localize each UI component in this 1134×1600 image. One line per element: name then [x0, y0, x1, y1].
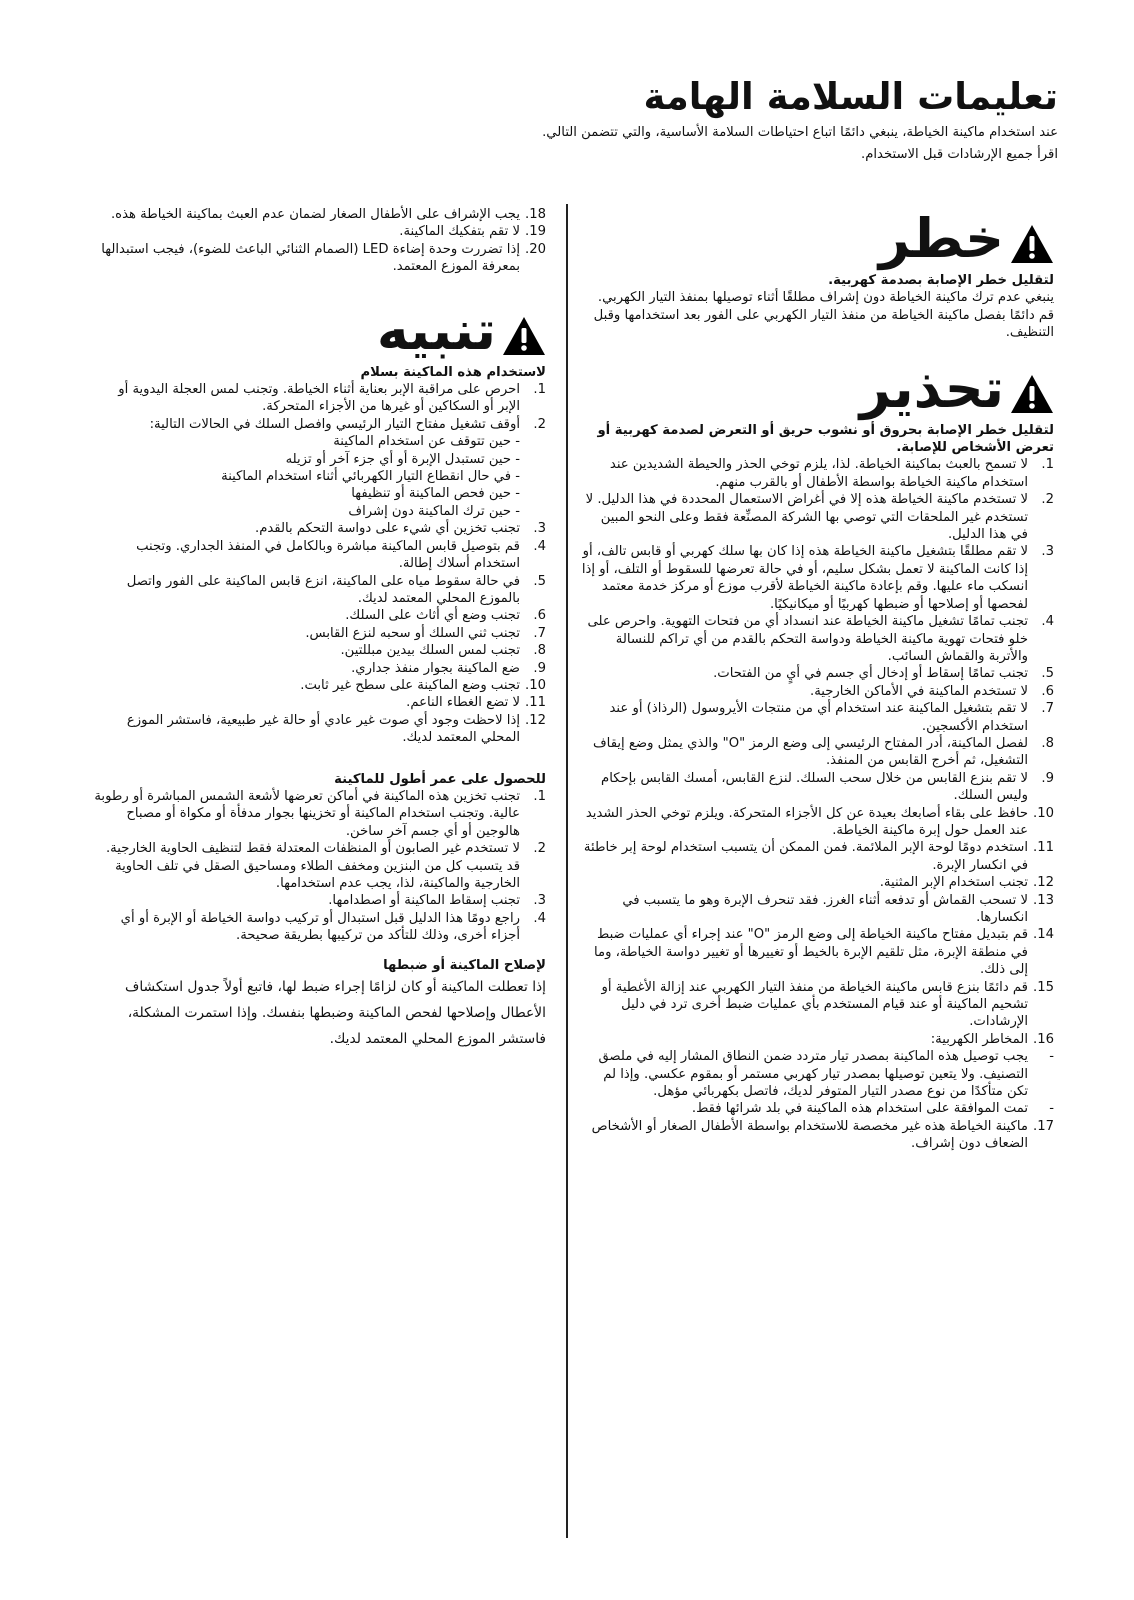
list-item — [92, 642, 546, 659]
caution-list — [92, 381, 546, 747]
warning-triangle-icon — [1010, 374, 1054, 414]
item-number: 17. — [1033, 1118, 1054, 1134]
repair-text: إذا تعطلت الماكينة أو كان لزامًا إجراء ضبط لها، فاتبع أولاً جدول استكشاف الأعطال وإصلاحها لفحص الماكينة وضبطها بنفسك. وإذا استمرت المشكلة، فاستشر الموزع المحلي المعتمد لديك. — [125, 979, 546, 1048]
item-text: راجع دومًا هذا الدليل قبل استبدال أو تركيب دواسة الخياطة أو الإبرة أو أي أجزاء أخرى، وذلك للتأكد من تركيبها بطريقة صحيحة. — [120, 910, 520, 944]
list-item — [92, 694, 546, 711]
item-number: 1. — [533, 788, 546, 804]
caution-header — [92, 298, 546, 364]
item-text: يجب الإشراف على الأطفال الصغار لضمان عدم العبث بماكينة الخياطة هذه. — [110, 207, 520, 222]
item-number: 5. — [533, 573, 546, 589]
list-item — [92, 712, 546, 747]
item-number: 9. — [1041, 770, 1054, 786]
item-number: 2. — [1041, 492, 1054, 508]
item-text: قم بتوصيل قابس الماكينة مباشرة وبالكامل في المنفذ الجداري. وتجنب استخدام أسلاك إطالة. — [136, 538, 520, 572]
item-text: إذا تضررت وحدة إضاءة LED (الصمام الثنائي الباعث للضوء)، فيجب استبدالها بمعرفة الموزع المعتمد. — [101, 241, 520, 275]
item-text: - حين فحص الماكينة أو تنظيفها — [351, 486, 520, 502]
item-text: تجنب وضع الماكينة على سطح غير ثابت. — [300, 677, 520, 693]
item-text: لا تستخدم غير الصابون أو المنظفات المعتدلة فقط لتنظيف الحاوية الخارجية. قد يتسبب كل من البنزين ومخفف الطلاء ومساحيق الصقل في تلف الحاوية الخارجية والماكينة، لذا، يجب عدم استخدامها. — [105, 841, 520, 891]
item-text: قم بتبديل مفتاح ماكينة الخياطة إلى وضع الرمز "O" عند إجراء أي عمليات ضبط في منطقة الإبرة، مثل تلقيم الإبرة بالخيط أو تغييرها أو تغيير دواسة الخياطة، وما إلى ذلك. — [593, 927, 1028, 978]
intro-line-2: اقرأ جميع الإرشادات قبل الاستخدام. — [861, 147, 1058, 162]
list-item — [92, 892, 546, 909]
list-item — [92, 433, 546, 450]
list-item — [580, 543, 1054, 613]
item-text: إذا لاحظت وجود أي صوت غير عادي أو حالة غير طبيعية، فاستشر الموزع المحلي المعتمد لديك. — [126, 712, 520, 746]
list-item — [580, 926, 1054, 978]
list-item — [580, 1031, 1054, 1048]
item-number: 3. — [533, 893, 546, 909]
item-number: 4. — [533, 910, 546, 926]
item-number: 7. — [1041, 701, 1054, 717]
item-text: تجنب لمس السلك بيدين مبللتين. — [340, 643, 520, 659]
item-text: لا تضع الغطاء الناعم. — [406, 695, 520, 711]
danger-header — [580, 206, 1054, 272]
item-text: تجنب تمامًا إسقاط أو إدخال أي جسم في أيٍ من الفتحات. — [713, 666, 1028, 682]
list-item — [92, 520, 546, 537]
right-column — [580, 204, 1054, 1153]
item-number: 8. — [1041, 735, 1054, 751]
list-item — [580, 1048, 1054, 1100]
list-item — [92, 381, 546, 416]
item-number: 14. — [1033, 927, 1054, 943]
list-item — [92, 840, 546, 892]
list-item — [92, 677, 546, 694]
item-number: 6. — [533, 608, 546, 624]
list-item — [92, 625, 546, 642]
item-number: 1. — [533, 382, 546, 398]
danger-word: خطر — [878, 207, 1004, 270]
longevity-heading: للحصول على عمر أطول للماكينة — [334, 771, 546, 787]
item-number: 7. — [533, 625, 546, 641]
item-number: 19. — [525, 224, 546, 240]
page-header — [68, 72, 1058, 166]
item-number: 15. — [1033, 979, 1054, 995]
spacer — [92, 747, 546, 771]
list-item — [92, 660, 546, 677]
list-item — [580, 892, 1054, 927]
item-number: 10. — [1033, 805, 1054, 821]
spacer — [92, 945, 546, 957]
warning-header — [580, 356, 1054, 422]
list-item — [580, 1100, 1054, 1117]
warning-triangle-icon — [502, 316, 546, 356]
item-text: لا تسمح بالعبث بماكينة الخياطة. لذا، يلزم توخي الحذر والحيطة الشديدين عند استخدام ماكينة الخياطة بواسطة الأطفال أو بالقرب منهم. — [609, 457, 1028, 490]
continued-warning-list — [92, 206, 546, 276]
item-text: المخاطر الكهربية: — [930, 1031, 1028, 1047]
item-number: 2. — [533, 416, 546, 432]
warning-list — [580, 456, 1054, 1152]
column-divider — [566, 204, 568, 1538]
intro-line-1: عند استخدام ماكينة الخياطة، ينبغي دائمًا اتباع احتياطات السلامة الأساسية، والتي تتضمن التالي. — [542, 125, 1058, 140]
item-number: 20. — [525, 241, 546, 257]
item-text: حافظ على بقاء أصابعك بعيدة عن كل الأجزاء المتحركة. ويلزم توخي الحذر الشديد عند العمل حول إبرة ماكينة الخياطة. — [585, 805, 1028, 838]
item-text: لا تقم بتشغيل الماكينة عند استخدام أي من منتجات الأيروسول (الرذاذ) أو عند استخدام الأكسجين. — [609, 701, 1028, 734]
item-number: 8. — [533, 643, 546, 659]
caution-subheading: لاستخدام هذه الماكينة بسلام — [360, 364, 546, 380]
item-text: لفصل الماكينة، أدر المفتاح الرئيسي إلى وضع الرمز "O" والذي يمثل وضع إيقاف التشغيل، ثم أخرج القابس من المنفذ. — [593, 735, 1028, 769]
item-number: 5. — [1041, 666, 1054, 682]
item-text: - حين تستبدل الإبرة أو أي جزء آخر أو تزيله — [285, 451, 520, 467]
list-item — [92, 573, 546, 608]
danger-subheading: لتقليل خطر الإصابة بصدمة كهربية. — [828, 273, 1054, 288]
item-text: تمت الموافقة على استخدام هذه الماكينة في بلد شرائها فقط. — [691, 1101, 1028, 1117]
item-text: تجنب تمامًا تشغيل ماكينة الخياطة عند انسداد أي من فتحات التهوية. واحرص على خلو فتحات تهوية ماكينة الخياطة ودواسة التحكم بالقدم من أي تراكم للنسالة والأتربة والقماش السائب. — [587, 614, 1028, 664]
item-text: تجنب استخدام الإبر المثنية. — [879, 875, 1028, 891]
item-number: 4. — [533, 538, 546, 554]
list-item — [580, 683, 1054, 700]
item-text: لا تقم بنزع القابس من خلال سحب السلك. لنزع القابس، أمسك القابس بإحكام وليس السلك. — [601, 770, 1028, 804]
item-number: 16. — [1033, 1031, 1054, 1047]
list-item — [580, 491, 1054, 543]
list-item — [92, 607, 546, 624]
item-number: - — [1049, 1101, 1054, 1117]
item-number: 18. — [525, 207, 546, 222]
item-text: ضع الماكينة بجوار منفذ جداري. — [351, 660, 520, 676]
caution-word: تنبيه — [376, 298, 496, 362]
list-item — [92, 206, 546, 223]
item-text: لا تستخدم الماكينة في الأماكن الخارجية. — [810, 683, 1028, 699]
list-item — [580, 979, 1054, 1031]
list-item — [92, 451, 546, 468]
item-text: لا تقم بتفكيك الماكينة. — [399, 224, 520, 240]
list-item — [580, 770, 1054, 805]
list-item — [92, 538, 546, 573]
item-text: - في حال انقطاع التيار الكهربائي أثناء استخدام الماكينة — [221, 469, 520, 485]
item-text: تجنب إسقاط الماكينة أو اصطدامها. — [328, 893, 520, 909]
item-text: أوقف تشغيل مفتاح التيار الرئيسي وافصل السلك في الحالات التالية: — [149, 416, 520, 432]
item-number: 10. — [525, 677, 546, 693]
item-text: استخدم دومًا لوحة الإبر الملائمة. فمن الممكن أن يتسبب استخدام لوحة إبر خاطئة في انكسار الإبرة. — [583, 840, 1028, 873]
item-number: 4. — [1041, 614, 1054, 630]
page-title: تعليمات السلامة الهامة — [643, 75, 1058, 118]
item-number: 3. — [1041, 544, 1054, 560]
list-item — [580, 700, 1054, 735]
repair-heading: لإصلاح الماكينة أو ضبطها — [383, 957, 546, 973]
list-item — [580, 805, 1054, 840]
item-number: 11. — [525, 695, 546, 711]
item-text: تجنب تخزين أي شيء على دواسة التحكم بالقدم. — [255, 521, 520, 537]
item-text: قم دائمًا بنزع قابس ماكينة الخياطة من منفذ التيار الكهربي عند إزالة الأغطية أو تشحيم الماكينة أو عند قيام المستخدم بأي عمليات ضبط أخرى ترد في دليل الإرشادات. — [601, 979, 1028, 1030]
item-text: احرص على مراقبة الإبر بعناية أثناء الخياطة. وتجنب لمس العجلة اليدوية أو الإبر أو السكاكين أو غيرها من الأجزاء المتحركة. — [118, 382, 520, 415]
longevity-list — [92, 788, 546, 945]
danger-text: ينبغي عدم ترك ماكينة الخياطة دون إشراف مطلقًا أثناء توصيلها بمنفذ التيار الكهربي. قم دائمًا بفصل ماكينة الخياطة من منفذ التيار الكهربي على الفور بعد استخدامها وقبل التنظيف. — [593, 290, 1054, 341]
item-text: يجب توصيل هذه الماكينة بمصدر تيار متردد ضمن النطاق المشار إليه في ملصق التصنيف. ولا يتعين توصيلها بمصدر تيار كهربي مستمر أو بمقوم عكسي. وإذا لم تكن متأكدًا من نوع مصدر التيار المتوفر لديك، فاتصل بكهربائي مؤهل. — [598, 1049, 1028, 1100]
item-text: لا تسحب القماش أو تدفعه أثناء الغرز. فقد تنحرف الإبرة وهو ما يتسبب في انكسارها. — [622, 892, 1028, 925]
item-number: 12. — [525, 712, 546, 728]
list-item — [92, 503, 546, 520]
list-item — [92, 788, 546, 840]
list-item — [92, 416, 546, 433]
left-column — [92, 206, 546, 1052]
warning-triangle-icon — [1010, 224, 1054, 264]
item-number: 12. — [1033, 875, 1054, 891]
item-text: تجنب تخزين هذه الماكينة في أماكن تعرضها لأشعة الشمس المباشرة أو رطوبة عالية. وتجنب استخدام الماكينة أو تخزينها بجوار مدفأة أو مكواة أو مصباح هالوجين أو أي جسم آخر ساخن. — [94, 788, 520, 839]
item-text: لا تقم مطلقًا بتشغيل ماكينة الخياطة هذه إذا كان بها سلك كهربي أو قابس تالف، أو إذا كانت الماكينة لا تعمل بشكل سليم، أو في حالة تعرضها للسقوط أو التلف، أو إذا انسكب ماء عليها. وقم بإعادة ماكينة الخياطة لأقرب موزع أو مركز خدمة معتمد لفحصها أو إصلاحها أو ضبطها كهربيًا أو ميكانيكيًا. — [581, 544, 1028, 612]
item-text: تجنب وضع أي أثاث على السلك. — [345, 608, 520, 624]
item-text: - حين تتوقف عن استخدام الماكينة — [333, 434, 520, 450]
list-item — [580, 456, 1054, 491]
item-number: - — [1049, 1049, 1054, 1065]
item-text: ماكينة الخياطة هذه غير مخصصة للاستخدام بواسطة الأطفال الصغار أو الأشخاص الضعاف دون إشراف. — [591, 1118, 1028, 1152]
item-number: 6. — [1041, 683, 1054, 699]
list-item — [92, 223, 546, 240]
item-number: 3. — [533, 521, 546, 537]
list-item — [580, 874, 1054, 891]
list-item — [580, 1118, 1054, 1153]
warning-subheading: لتقليل خطر الإصابة بحروق أو نشوب حريق أو التعرض لصدمة كهربية أو تعرض الأشخاص للإصابة. — [597, 422, 1054, 456]
item-number: 13. — [1033, 892, 1054, 908]
list-item — [92, 910, 546, 945]
list-item — [580, 665, 1054, 682]
item-number: 11. — [1033, 840, 1054, 856]
item-text: - حين ترك الماكينة دون إشراف — [348, 503, 520, 519]
item-number: 9. — [533, 660, 546, 676]
warning-word: تحذير — [859, 356, 1004, 420]
list-item — [580, 735, 1054, 770]
list-item — [92, 468, 546, 485]
item-text: لا تستخدم ماكينة الخياطة هذه إلا في أغراض الاستعمال المحددة في هذا الدليل. لا تستخدم غير الملحقات التي توصي بها الشركة المصنِّعة فقط وعلى النحو المبين في هذا الدليل. — [585, 492, 1028, 543]
item-number: 2. — [533, 841, 546, 857]
list-item — [92, 485, 546, 502]
list-item — [92, 241, 546, 276]
list-item — [580, 839, 1054, 874]
list-item — [580, 613, 1054, 665]
item-text: في حالة سقوط مياه على الماكينة، انزع قابس الماكينة على الفور واتصل بالموزع المحلي المعتمد لديك. — [126, 573, 520, 606]
item-text: تجنب ثني السلك أو سحبه لنزع القابس. — [305, 625, 520, 641]
item-number: 1. — [1041, 457, 1054, 473]
